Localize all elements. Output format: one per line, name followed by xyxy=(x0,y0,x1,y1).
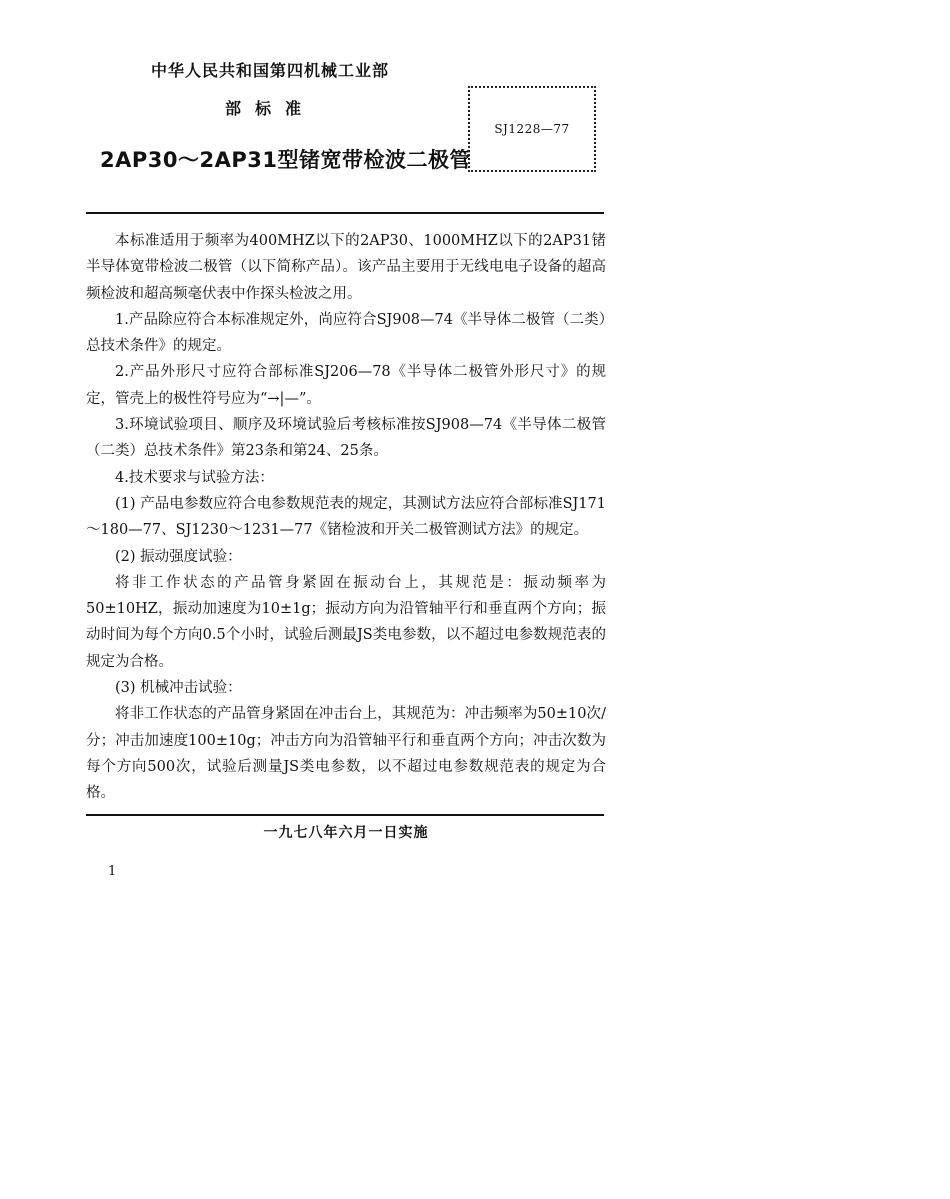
paragraph-4-2-body: 将非工作状态的产品管身紧固在振动台上，其规范是：振动频率为50±10HZ，振动加速度为10±1g；振动方向为沿管轴平行和垂直两个方向；振动时间为每个方向0.5个小时，试验后测最JS类电参数，以不超过电参数规范表的规定为合格。 xyxy=(86,574,606,670)
paragraph-1: 1.产品除应符合本标准规定外，尚应符合SJ908—74《半导体二极管（二类）总技术条件》的规定。 xyxy=(86,311,606,355)
paragraph-4-3-body: 将非工作状态的产品管身紧固在冲击台上，其规范为：冲击频率为50±10次/分；冲击加速度100±10g；冲击方向为沿管轴平行和垂直两个方向；冲击次数为每个方向500次，试验后测量JS类电参数，以不超过电参数规范表的规定为合格。 xyxy=(86,706,606,802)
paragraph-3: 3.环境试验项目、顺序及环境试验后考核标准按SJ908—74《半导体二极管（二类）总技术条件》第23条和第24、25条。 xyxy=(86,417,606,460)
ministry-name: 中华人民共和国第四机械工业部 xyxy=(150,61,389,80)
page-number: 1 xyxy=(108,864,117,879)
paragraph-intro: 本标准适用于频率为400MHZ以下的2AP30、1000MHZ以下的2AP31锗半导体宽带检波二极管（以下简称产品）。该产品主要用于无线电电子设备的超高频检波和超高频毫伏表中作探头检波之用。 xyxy=(86,233,606,302)
top-rule xyxy=(86,212,604,214)
paragraph-2: 2.产品外形尺寸应符合部标准SJ206—78《半导体二极管外形尺寸》的规定，管壳上的极性符号应为“→|—”。 xyxy=(86,364,606,407)
standard-code-box xyxy=(468,86,596,172)
bottom-rule xyxy=(86,814,604,816)
body-text xyxy=(86,228,606,807)
paragraph-4: 4.技术要求与试验方法： xyxy=(115,469,274,486)
paragraph-4-3-heading: (3) 机械冲击试验： xyxy=(115,680,242,697)
standard-type: 部标准 xyxy=(224,99,315,118)
effective-date: 一九七八年六月一日实施 xyxy=(263,825,429,841)
standard-code: SJ1228—77 xyxy=(494,122,570,136)
paragraph-4-1: (1) 产品电参数应符合电参数规范表的规定，其测试方法应符合部标准SJ171～180—77、SJ1230～1231—77《锗检波和开关二极管测试方法》的规定。 xyxy=(86,495,606,539)
paragraph-4-2-heading: (2) 振动强度试验： xyxy=(115,548,242,565)
document-title: 2AP30～2AP31型锗宽带检波二极管 xyxy=(100,148,471,172)
